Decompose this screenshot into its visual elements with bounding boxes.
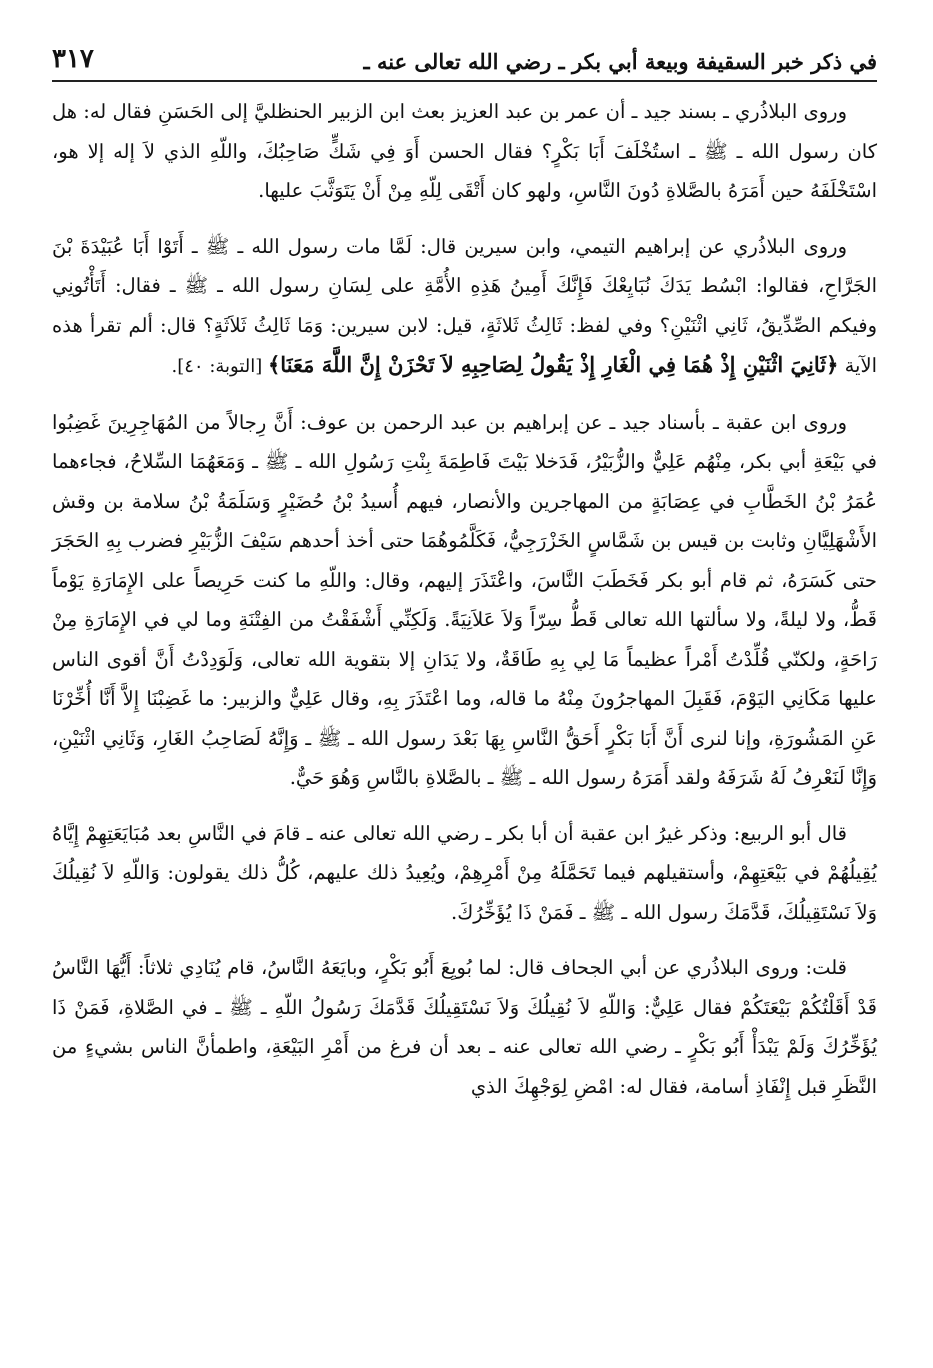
page-body (52, 92, 877, 1106)
paragraph-2: وروى البلاذُري عن إبراهيم التيمي، وابن سيرين قال: لَمَّا مات رسول الله ـ ﷺ ـ أَتَوْا أَبَا عُبَيْدَةَ بْنَ الجَرَّاحِ، فقالوا: ابْسُط يَدَكَ نُبَايِعْكَ فَإِنَّكَ أَمِينُ هَذِهِ الأُمَّةِ على لِسَانِ رسول الله ـ ﷺ ـ فقال: أَتَأْتُونِي وفيكم الصِّدِّيقُ، ثَانِي اثْنَيْنِ؟ وفي لفظ: ثَالِثُ ثَلاثَةٍ، قيل: لابن سيرين: وَمَا ثَالِثُ ثَلاَثَةٍ؟ قال: ألم تقرأ هذه الآية ﴿ثَانِيَ اثْنَيْنِ إِذْ هُمَا فِي الْغَارِ إِذْ يَقُولُ لِصَاحِبِهِ لاَ تَحْزَنْ إِنَّ اللَّهَ مَعَنَا﴾ [التوبة: ٤٠]. (52, 234, 877, 377)
verse-reference: [التوبة: ٤٠]. (171, 356, 268, 377)
running-title: في ذكر خبر السقيفة وبيعة أبي بكر ـ رضي الله تعالى عنه ـ (363, 49, 877, 74)
page-number: ٣١٧ (52, 44, 94, 74)
paragraph-4: قال أبو الربيع: وذكر غيرُ ابن عقبة أن أبا بكر ـ رضي الله تعالى عنه ـ قامَ في النَّاسِ بعد مُبَايَعَتِهِمْ إِيَّاهُ يُقِيلُهُمْ في بَيْعَتِهِمْ، وأستقيلهم فيما تَحَمَّلَهُ مِنْ أَمْرِهِمْ، ويُعِيدُ ذلك عليهم، كُلُّ ذلك يقولون: وَاللّهِ لاَ نُقِيلُكَ وَلاَ نَسْتَقِيلُكَ، قَدَّمَكَ رسول الله ـ ﷺ ـ فَمَنْ ذَا يُؤَخِّرُكَ. (52, 821, 877, 924)
paragraph-3: وروى ابن عقبة ـ بأسناد جيد ـ عن إبراهيم بن عبد الرحمن بن عوف: أَنَّ رِجالاً من المُهَاجِرِينَ غَضِبُوا في بَيْعَةِ أبي بكر، مِنْهُم عَلِيٌّ والزُّبَيْرُ، فَدَخلا بَيْتَ فَاطِمَةَ بِنْتِ رَسُولِ الله ـ ﷺ ـ وَمَعَهُمَا السِّلاحُ، فجاءهما عُمَرُ بْنُ الخَطَّابِ في عِصَابَةٍ من المهاجرين والأنصار، فيهم أُسيدُ بْنُ حُضَيْرٍ وَسَلَمَةُ بْنُ سلامة بن وقش الأَشْهَلِيَّانِ وثابت بن قيس بن شَمَّاسٍ الخَزْرَجِيُّ، فَكَلَّمُوهُمَا حتى أخذ أحدهم سَيْفَ الزُّبَيْرِ فضرب بِهِ الحَجَرَ حتى كَسَرَهُ، ثم قام أبو بكر فَخَطَبَ النَّاسَ، واعْتَذَرَ إليهم، وقال: واللّهِ ما كنت حَرِيصاً على الإِمَارَةِ يَوْماً قَطُّ، ولا ليلةً، ولا سألتها الله تعالى قَطُّ سِرّاً وَلاَ عَلاَنِيَةً. وَلَكِنِّي أَشْفَقْتُ من الفِتْنَةِ وما لي في الإِمَارَةِ مِنْ رَاحَةٍ، ولكنّي قُلِّدْتُ أَمْراً عظيماً مَا لِي بِهِ طَاقَةٌ، ولا يَدَانِ إلا بتقوية الله تعالى، وَلَوَدِدْتُ أَنَّ أقوى الناس عليها مَكَانِي اليَوْمَ، فَقَبِلَ المهاجرُونَ مِنْهُ ما قاله، وما اعْتَذَرَ بِهِ، وقال عَلِيٌّ والزبير: ما غَضِبْنَا إِلاَّ أَنَّا أُخِّرْنَا عَنِ المَشُورَةِ، وإنا لنرى أَنَّ أَبَا بَكْرٍ أَحَقُّ النَّاسِ بِهَا بَعْدَ رسول الله ـ ﷺ ـ وَإِنَّهُ لَصَاحِبُ الغَارِ، وَثَانِي اثْنَيْنِ، وَإِنَّا لَنَعْرِفُ لَهُ شَرَفَهُ ولقد أَمَرَهُ رسول الله ـ ﷺ ـ بالصَّلاةِ بالنَّاسِ وَهُوَ حَيٌّ. (52, 410, 877, 789)
paragraph-1: وروى البلاذُري ـ بسند جيد ـ أن عمر بن عبد العزيز بعث ابن الزبير الحنظليَّ إلى الحَسَنِ فقال له: هل كان رسول الله ـ ﷺ ـ استُخْلَفَ أَبَا بَكْرٍ؟ فقال الحسن أَوَ فِي شَكٍّ صَاحِبُكَ، واللّهِ الذي لاَ إله إلا هو، اسْتَخْلَفَهُ حين أَمَرَهُ بالصَّلاةِ دُونَ النَّاسِ، ولهو كان أَتْقَى لِلّهِ مِنْ أَنْ يَتَوَثَّبَ عليها. (52, 100, 877, 202)
page-header (52, 30, 877, 82)
paragraph-5: قلت: وروى البلاذُري عن أبي الجحاف قال: لما بُويِعَ أَبُو بَكْرٍ، وبايَعَهُ النَّاسُ، قام يُنَادِي ثلاثاً: أَيُّهَا النَّاسُ قَدْ أَقَلْتُكُمْ بَيْعَتَكُمْ فقال عَلِيٌّ: وَاللّهِ لاَ نُقِيلُكَ وَلاَ نَسْتَقِيلُكَ قَدَّمَكَ رَسُولُ اللّهِ ـ ﷺ ـ في الصَّلاةِ، فَمَنْ ذَا يُؤَخِّرُكَ وَلَمْ يَبْدَأْ أَبُو بَكْرٍ ـ رضي الله تعالى عنه ـ بعد أن فرغ من أَمْرِ البَيْعَةِ، واطمأنَّ الناس بشيءٍ من النَّظَرِ قبل إِنْفَاذِ أسامة، فقال له: امْضِ لِوَجْهِكَ الذي (52, 956, 877, 1098)
book-page (52, 30, 877, 1350)
quran-verse: ﴿ثَانِيَ اثْنَيْنِ إِذْ هُمَا فِي الْغَارِ إِذْ يَقُولُ لِصَاحِبِهِ لاَ تَحْزَنْ إِنَّ اللَّهَ مَعَنَا﴾ (268, 352, 839, 377)
